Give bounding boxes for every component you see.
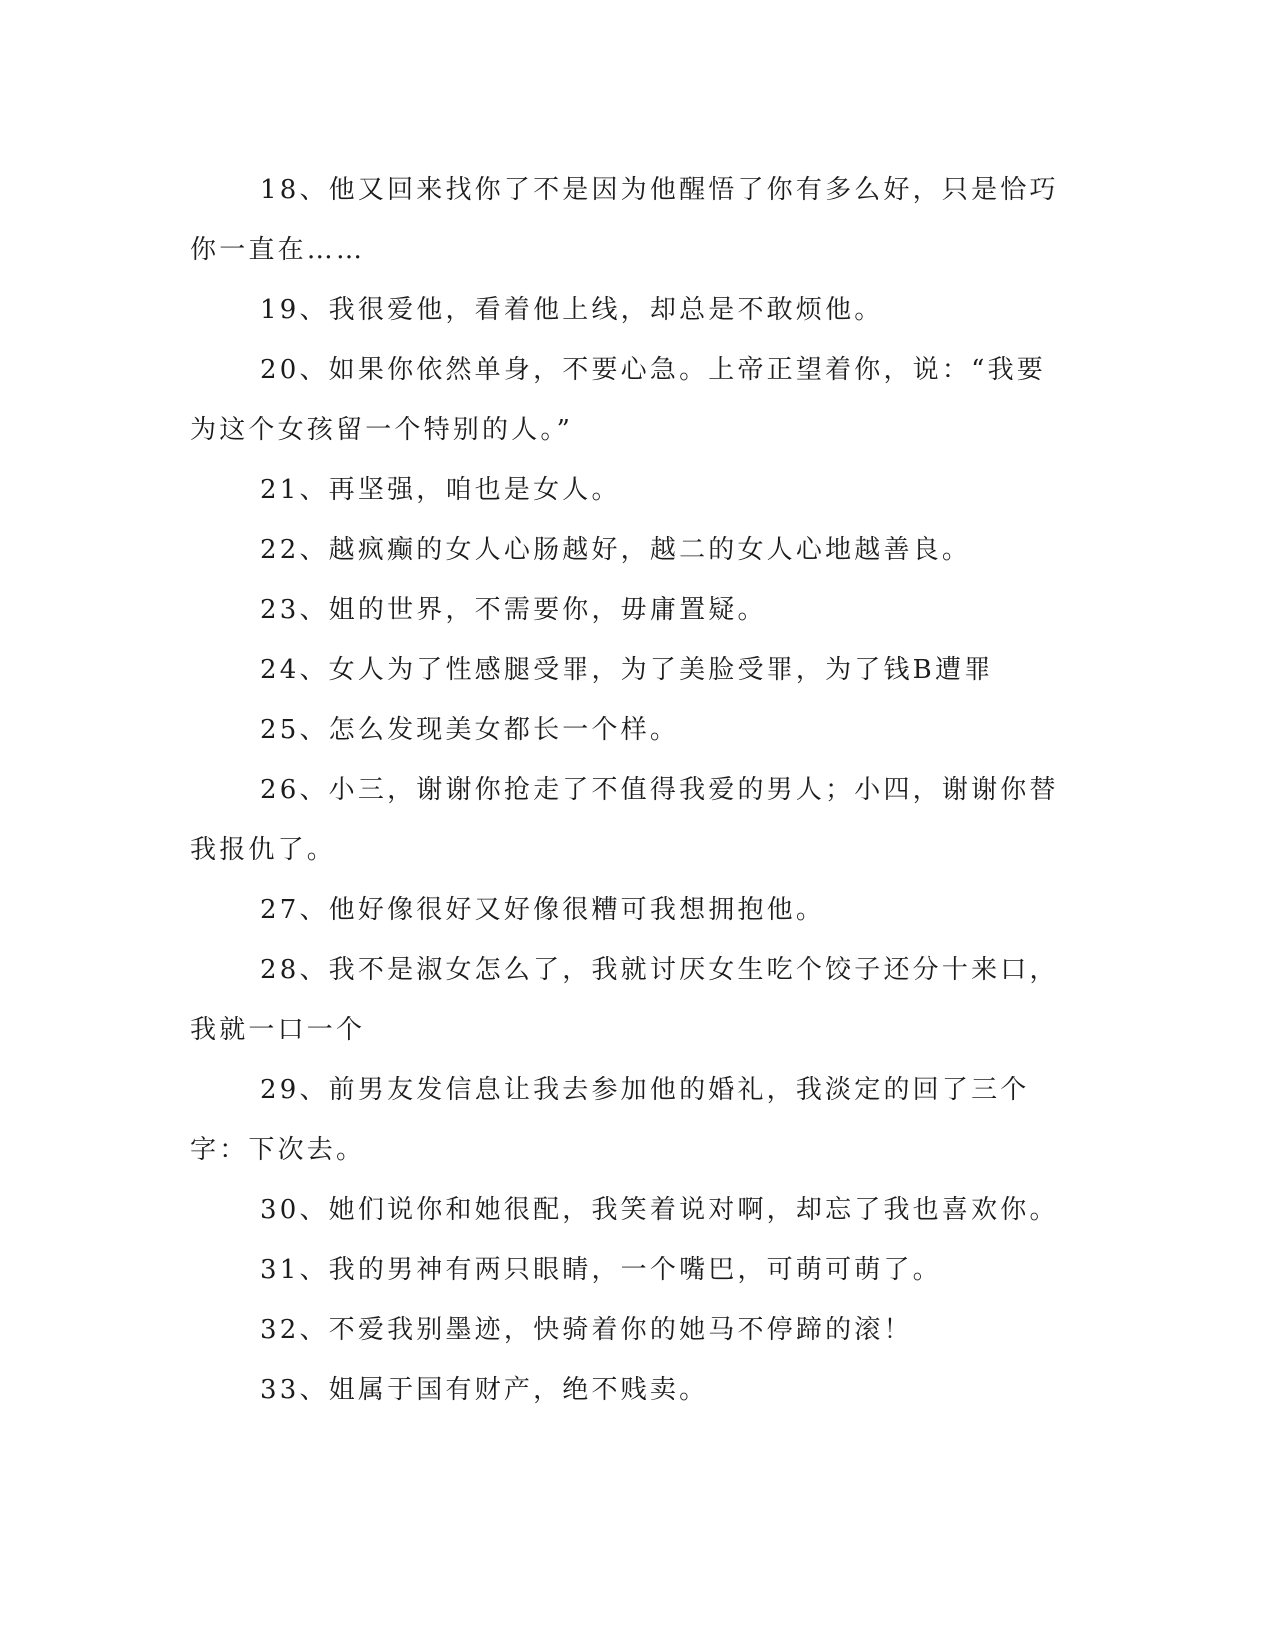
paragraph-33: 33、姐属于国有财产，绝不贱卖。 <box>260 1375 709 1405</box>
paragraph-30: 30、她们说你和她很配，我笑着说对啊，却忘了我也喜欢你。 <box>260 1195 1059 1225</box>
paragraph-19: 19、我很爱他，看着他上线，却总是不敢烦他。 <box>260 295 884 325</box>
paragraph-21: 21、再坚强，咱也是女人。 <box>260 475 621 505</box>
paragraph-23: 23、姐的世界，不需要你，毋庸置疑。 <box>260 595 767 625</box>
paragraph-28: 28、我不是淑女怎么了，我就讨厌女生吃个饺子还分十来口，我就一口一个 <box>190 955 1059 1045</box>
document-body <box>190 160 1070 1420</box>
paragraph-32: 32、不爱我别墨迹，快骑着你的她马不停蹄的滚！ <box>260 1315 913 1345</box>
paragraph-18: 18、他又回来找你了不是因为他醒悟了你有多么好，只是恰巧你一直在…… <box>190 175 1059 265</box>
paragraph-20: 20、如果你依然单身，不要心急。上帝正望着你，说：“我要为这个女孩留一个特别的人。” <box>190 355 1046 445</box>
paragraph-31: 31、我的男神有两只眼睛，一个嘴巴，可萌可萌了。 <box>260 1255 942 1285</box>
paragraph-26: 26、小三，谢谢你抢走了不值得我爱的男人；小四，谢谢你替我报仇了。 <box>190 775 1059 865</box>
paragraph-24: 24、女人为了性感腿受罪，为了美脸受罪，为了钱B遭罪 <box>260 655 994 685</box>
paragraph-29: 29、前男友发信息让我去参加他的婚礼，我淡定的回了三个字：下次去。 <box>190 1075 1030 1165</box>
paragraph-27: 27、他好像很好又好像很糟可我想拥抱他。 <box>260 895 826 925</box>
paragraph-22: 22、越疯癫的女人心肠越好，越二的女人心地越善良。 <box>260 535 972 565</box>
paragraph-25: 25、怎么发现美女都长一个样。 <box>260 715 680 745</box>
